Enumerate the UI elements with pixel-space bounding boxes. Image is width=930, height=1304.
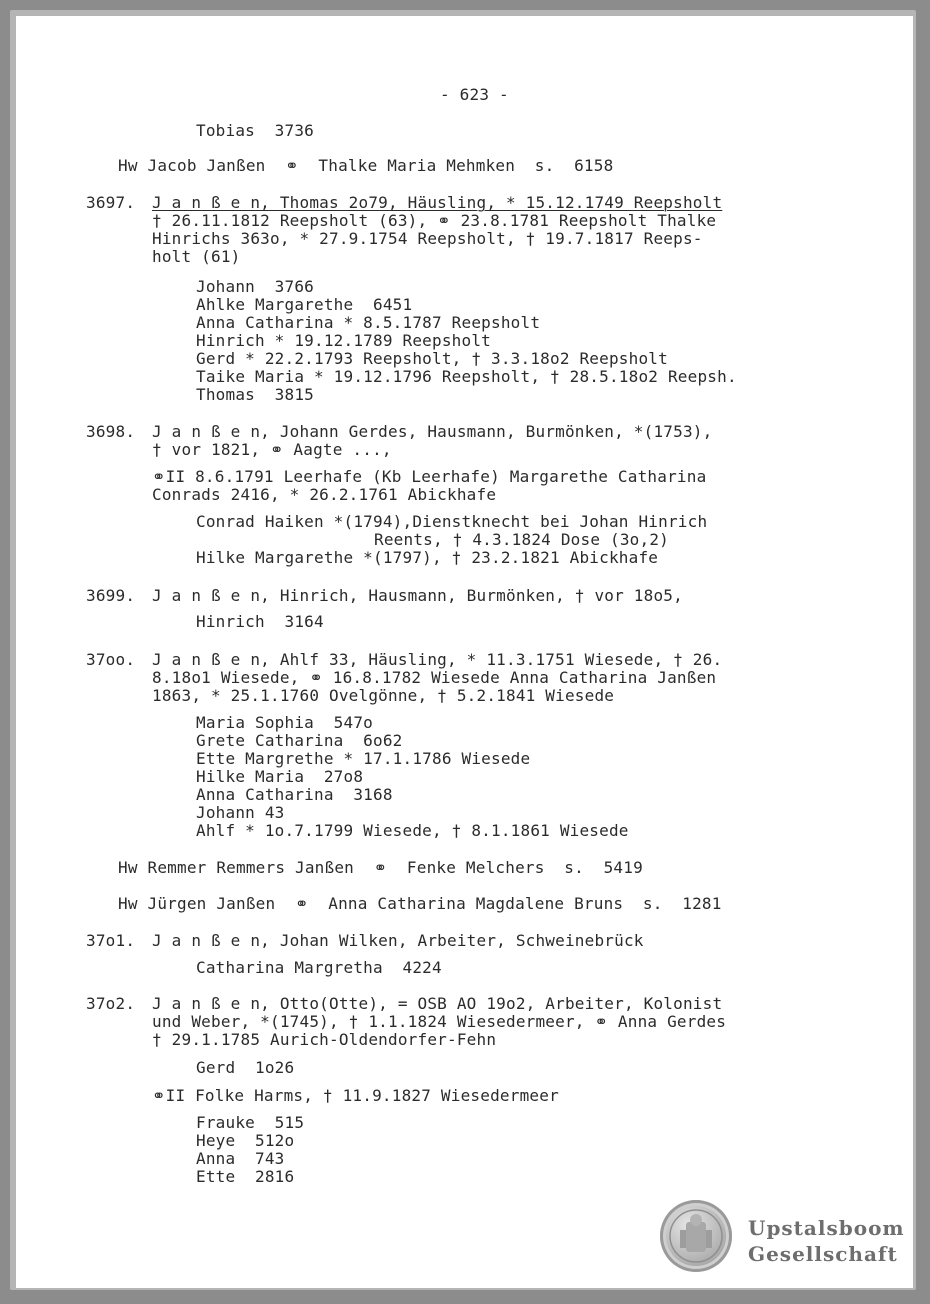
child-line: Catharina Margretha 4224 bbox=[196, 958, 442, 977]
logo-line-2: Gesellschaft bbox=[748, 1242, 898, 1266]
child-line: Gerd * 22.2.1793 Reepsholt, † 3.3.18o2 Reepsholt bbox=[196, 349, 668, 368]
text-line: Tobias 3736 bbox=[196, 121, 314, 140]
child-line: Thomas 3815 bbox=[196, 385, 314, 404]
child-line: Gerd 1o26 bbox=[196, 1058, 295, 1077]
entry-line: J a n ß e n, Hinrich, Hausmann, Burmönken, † vor 18o5, bbox=[152, 586, 683, 605]
child-line: Frauke 515 bbox=[196, 1113, 305, 1132]
society-logo bbox=[660, 1200, 905, 1280]
household-line: Hw Jürgen Janßen ⚭ Anna Catharina Magdalene Bruns s. 1281 bbox=[118, 894, 722, 913]
child-line: Ette 2816 bbox=[196, 1167, 295, 1186]
entry-line: holt (61) bbox=[152, 247, 241, 266]
entry-line: und Weber, *(1745), † 1.1.1824 Wiesedermeer, ⚭ Anna Gerdes bbox=[152, 1012, 727, 1031]
child-line: Ahlke Margarethe 6451 bbox=[196, 295, 413, 314]
child-line: Hilke Margarethe *(1797), † 23.2.1821 Abickhafe bbox=[196, 548, 659, 567]
entry-line: J a n ß e n, Otto(Otte), = OSB AO 19o2, Arbeiter, Kolonist bbox=[152, 994, 723, 1013]
child-line: Conrad Haiken *(1794),Dienstknecht bei Johan Hinrich bbox=[196, 512, 708, 531]
entry-line: Hinrichs 363o, * 27.9.1754 Reepsholt, † 19.7.1817 Reeps- bbox=[152, 229, 703, 248]
household-line: Hw Jacob Janßen ⚭ Thalke Maria Mehmken s. 6158 bbox=[118, 156, 614, 175]
entry-line: J a n ß e n, Ahlf 33, Häusling, * 11.3.1751 Wiesede, † 26. bbox=[152, 650, 723, 669]
child-line: Anna 743 bbox=[196, 1149, 285, 1168]
entry-line: 1863, * 25.1.1760 Ovelgönne, † 5.2.1841 Wiesede bbox=[152, 686, 615, 705]
entry-line: J a n ß e n, Johan Wilken, Arbeiter, Schweinebrück bbox=[152, 931, 644, 950]
entry-number: 3699. bbox=[86, 586, 136, 605]
page-number: - 623 - bbox=[440, 85, 509, 104]
entry-line: ⚭II Folke Harms, † 11.9.1827 Wiesedermeer bbox=[152, 1086, 559, 1105]
child-line: Johann 43 bbox=[196, 803, 285, 822]
entry-number: 37o1. bbox=[86, 931, 136, 950]
child-line: Hinrich * 19.12.1789 Reepsholt bbox=[196, 331, 491, 350]
seal-icon bbox=[660, 1200, 732, 1272]
child-line: Grete Catharina 6o62 bbox=[196, 731, 403, 750]
entry-number: 3697. bbox=[86, 193, 136, 212]
entry-line: ⚭II 8.6.1791 Leerhafe (Kb Leerhafe) Margarethe Catharina bbox=[152, 467, 707, 486]
child-line: Heye 512o bbox=[196, 1131, 295, 1150]
entry-number: 37oo. bbox=[86, 650, 136, 669]
entry-line: Conrads 2416, * 26.2.1761 Abickhafe bbox=[152, 485, 497, 504]
entry-line: J a n ß e n, Thomas 2o79, Häusling, * 15.12.1749 Reepsholt bbox=[152, 193, 723, 212]
household-line: Hw Remmer Remmers Janßen ⚭ Fenke Melchers s. 5419 bbox=[118, 858, 643, 877]
entry-line: J a n ß e n, Johann Gerdes, Hausmann, Burmönken, *(1753), bbox=[152, 422, 713, 441]
child-line: Anna Catharina * 8.5.1787 Reepsholt bbox=[196, 313, 541, 332]
entry-line: † 29.1.1785 Aurich-Oldendorfer-Fehn bbox=[152, 1030, 497, 1049]
child-line: Hilke Maria 27o8 bbox=[196, 767, 364, 786]
child-line: Hinrich 3164 bbox=[196, 612, 324, 631]
child-line: Reents, † 4.3.1824 Dose (3o,2) bbox=[374, 530, 669, 549]
entry-number: 37o2. bbox=[86, 994, 136, 1013]
entry-line: 8.18o1 Wiesede, ⚭ 16.8.1782 Wiesede Anna Catharina Janßen bbox=[152, 668, 717, 687]
child-line: Johann 3766 bbox=[196, 277, 314, 296]
entry-line: † vor 1821, ⚭ Aagte ..., bbox=[152, 440, 392, 459]
child-line: Taike Maria * 19.12.1796 Reepsholt, † 28.5.18o2 Reepsh. bbox=[196, 367, 737, 386]
child-line: Ahlf * 1o.7.1799 Wiesede, † 8.1.1861 Wiesede bbox=[196, 821, 629, 840]
entry-number: 3698. bbox=[86, 422, 136, 441]
child-line: Anna Catharina 3168 bbox=[196, 785, 393, 804]
logo-line-1: Upstalsboom bbox=[748, 1216, 905, 1240]
entry-line: † 26.11.1812 Reepsholt (63), ⚭ 23.8.1781 Reepsholt Thalke bbox=[152, 211, 717, 230]
child-line: Maria Sophia 547o bbox=[196, 713, 373, 732]
child-line: Ette Margrethe * 17.1.1786 Wiesede bbox=[196, 749, 531, 768]
